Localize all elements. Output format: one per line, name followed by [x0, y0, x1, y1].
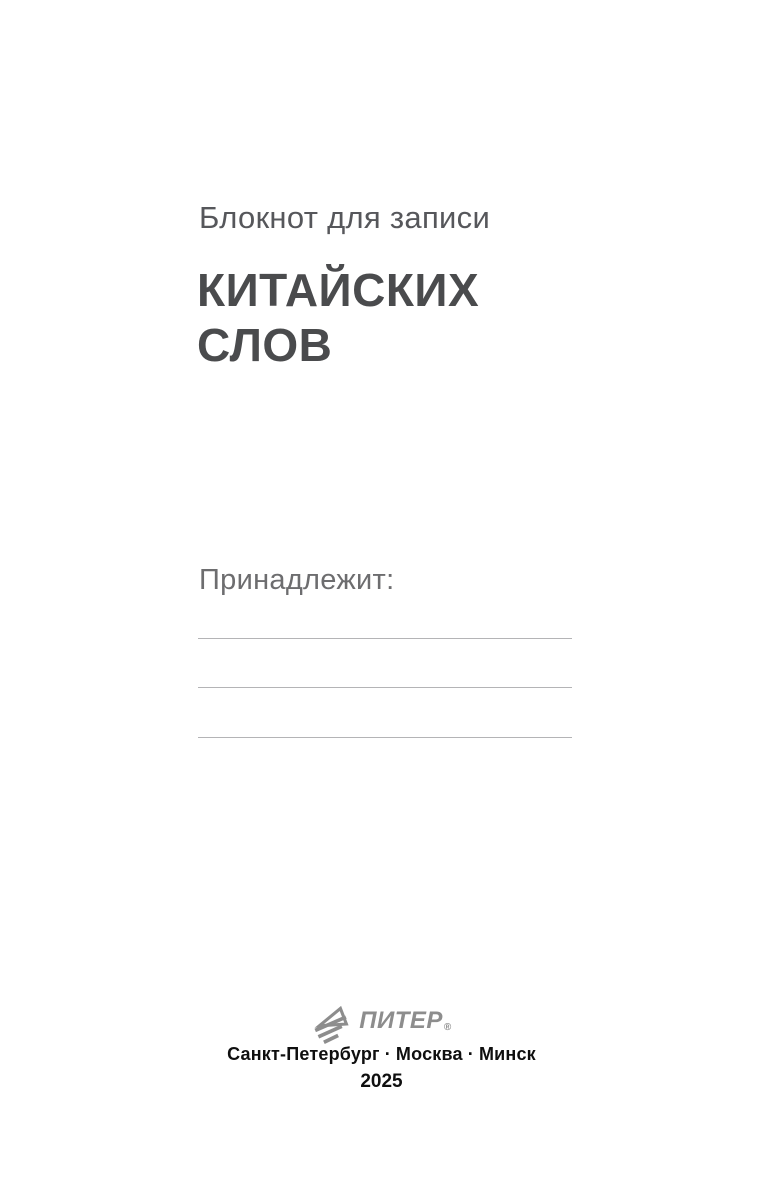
- publisher-cities-line: [0, 1044, 763, 1065]
- page-title-line-2: СЛОВ: [197, 319, 333, 371]
- owner-blank-line-2: [198, 687, 572, 688]
- publisher-logo: [0, 1002, 763, 1049]
- publisher-name: [359, 1002, 451, 1040]
- page-title-line-1: КИТАЙСКИХ: [197, 264, 480, 316]
- publisher-city-3: Минск: [478, 1044, 536, 1064]
- city-separator-dot: ·: [467, 1044, 474, 1064]
- publisher-city-2: Москва: [395, 1044, 463, 1064]
- page-title: [197, 263, 479, 373]
- publication-year: 2025: [360, 1071, 403, 1092]
- owner-blank-line-1: [198, 638, 572, 639]
- owner-blank-line-3: [198, 737, 572, 738]
- page-subtitle: Блокнот для записи: [199, 200, 491, 235]
- city-separator-dot: ·: [384, 1044, 391, 1064]
- owner-label: Принадлежит:: [199, 564, 395, 596]
- publisher-city-1: Санкт-Петербург: [227, 1044, 380, 1064]
- publisher-name-text: ПИТЕР: [359, 1007, 443, 1034]
- piter-sail-icon: [312, 1004, 356, 1049]
- registered-trademark-mark: ®: [443, 1022, 452, 1033]
